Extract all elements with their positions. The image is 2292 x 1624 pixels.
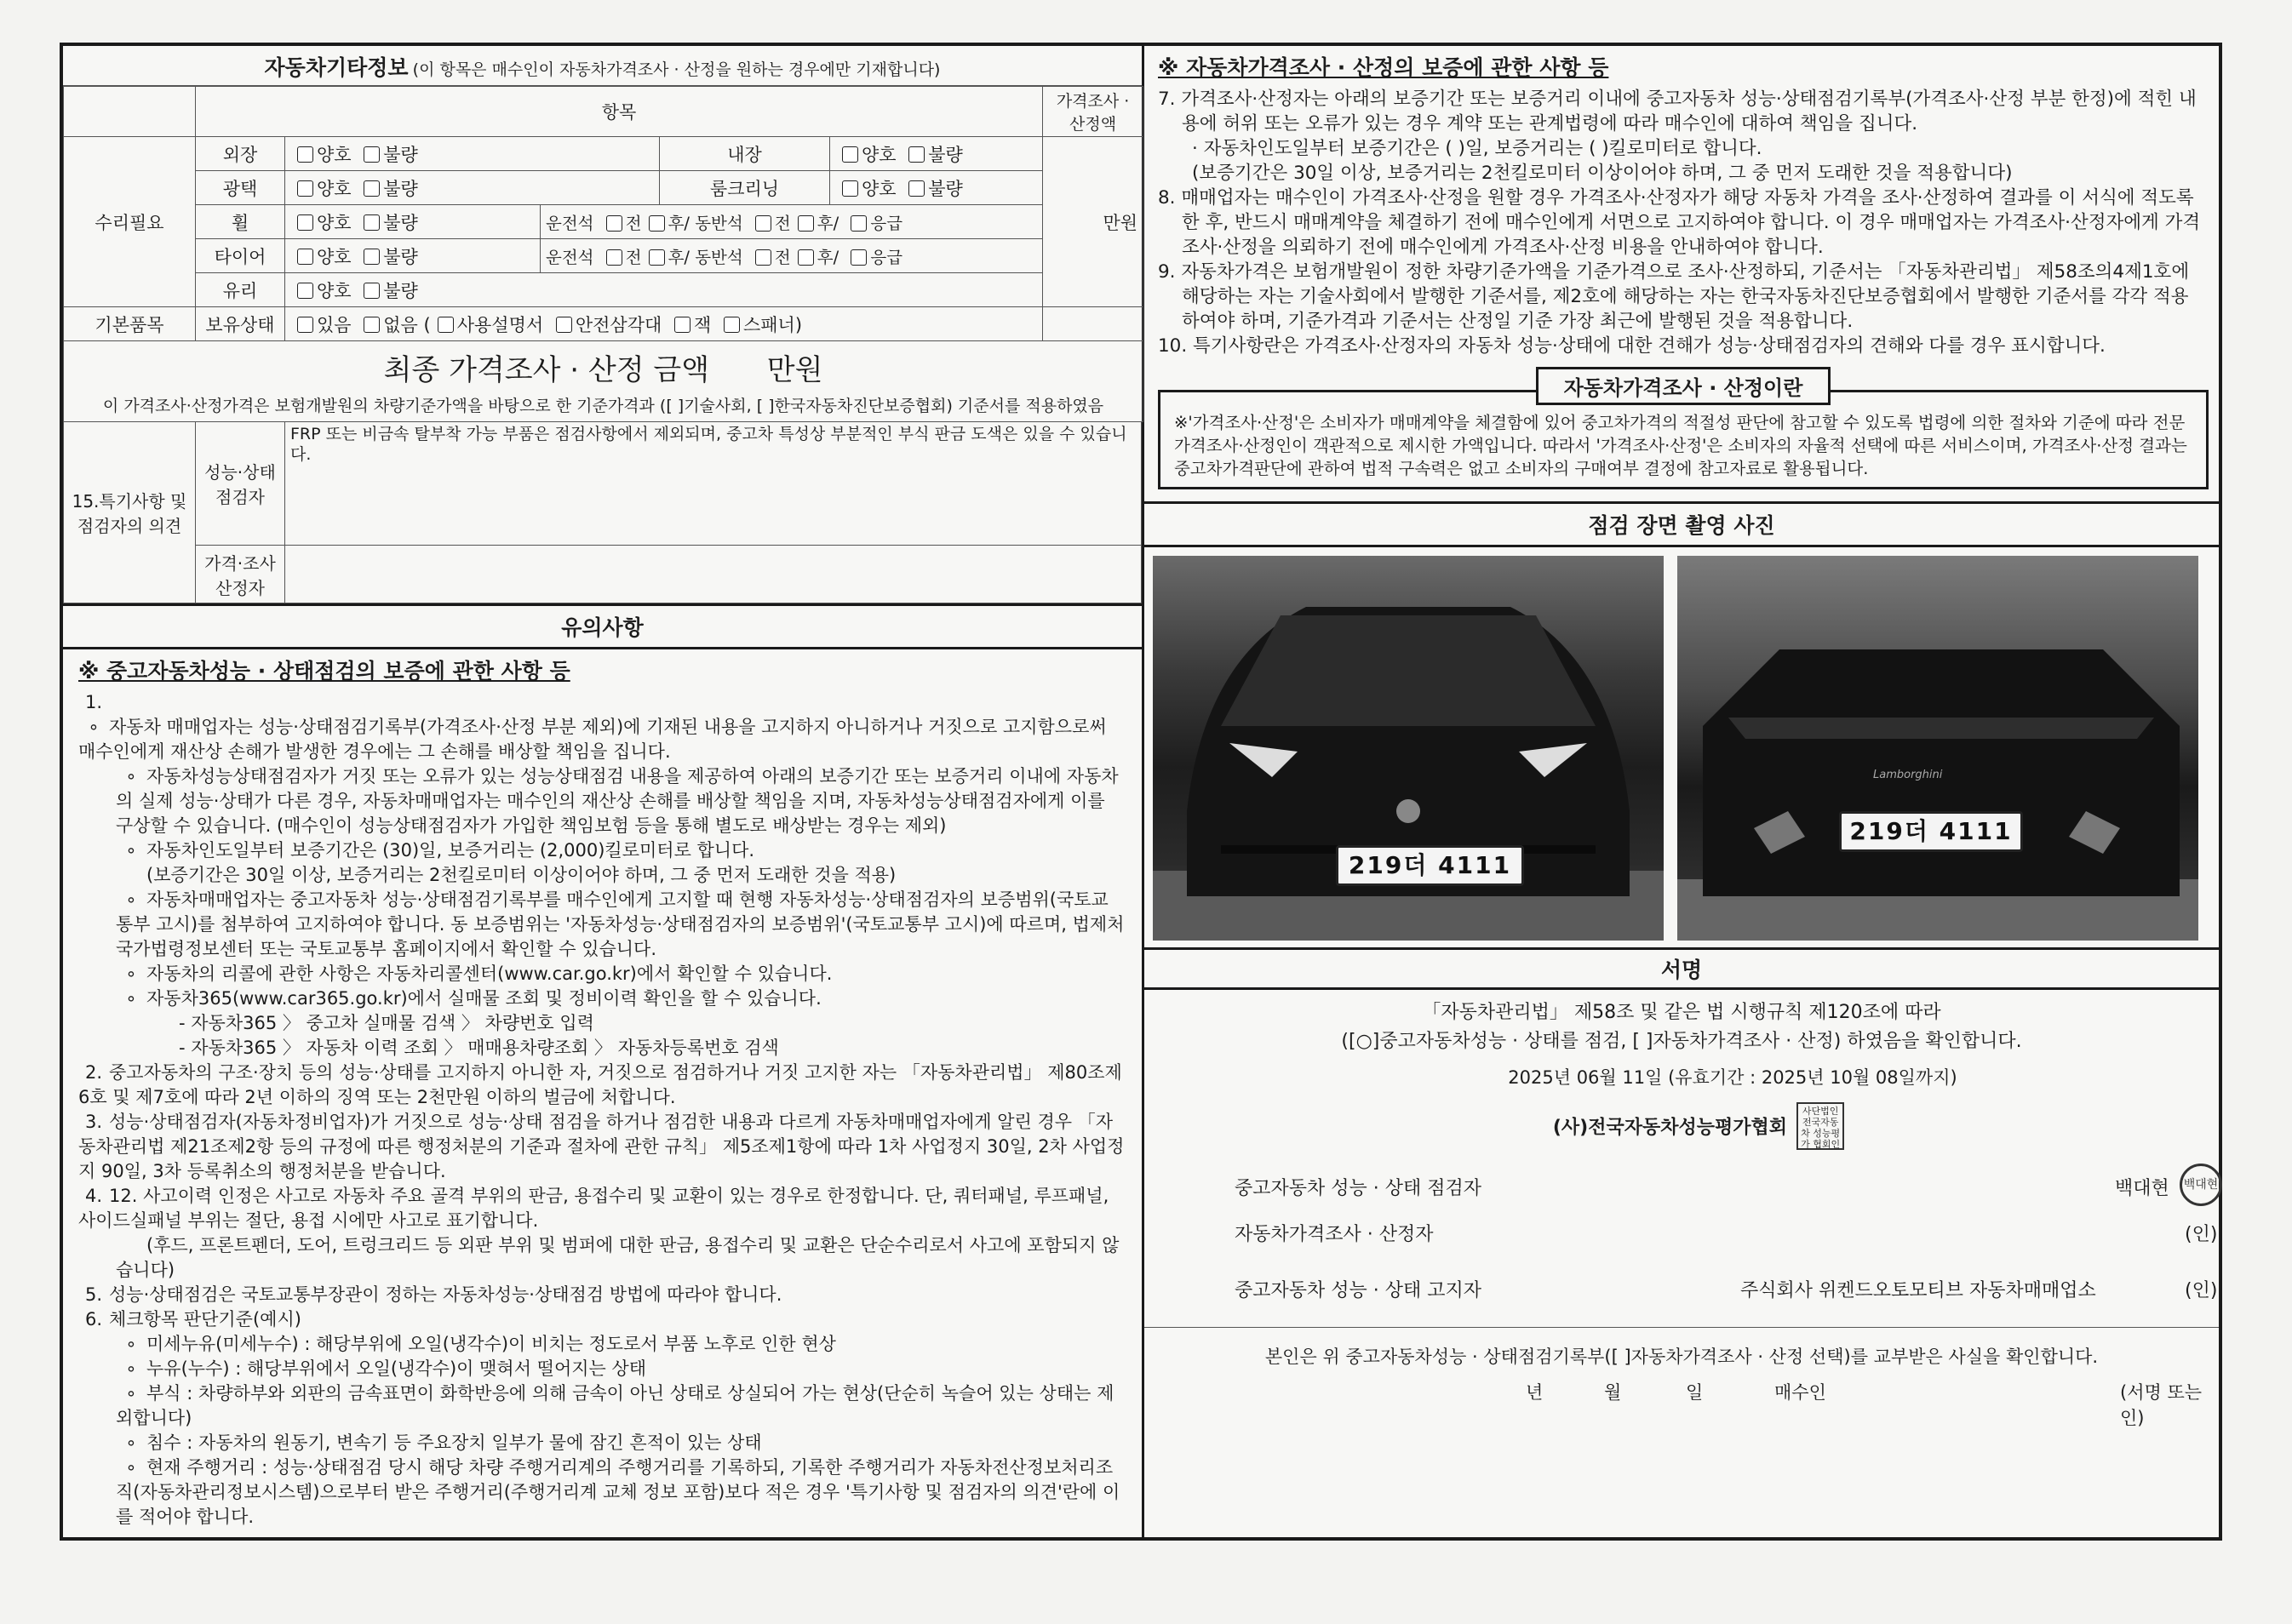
guarantee-item-9: 9. 자동차가격은 보험개발원이 정한 차량기준가액을 기준가격으로 조사·산정하되, 기준서는 「자동차관리법」 제58조의4제1호에 해당하는 자는 기술사회에서 발행한 기준서를, 제2호에 해당하는 자는 한국자동차진단보증협회에서 발행한 기준서를 각각 적용하여야 하며, 기준가격과 기준서는 산정일 기준 가장 최근에 발행된 것을 적용합니다. [1158, 261, 2190, 332]
photos-title: 점검 장면 촬영 사진 [1144, 504, 2219, 547]
room-cleaning-label: 룸크리닝 [660, 171, 830, 205]
photos-area [1144, 547, 2219, 947]
notes-item [78, 888, 1125, 962]
rear-label: 후 [668, 247, 685, 267]
interior-label: 내장 [660, 137, 830, 171]
special-notes-table [63, 421, 1142, 603]
gloss-bad-checkbox[interactable] [364, 180, 380, 197]
exterior-good-checkbox[interactable] [297, 146, 313, 163]
price-opinion-label: 가격·조사 산정자 [196, 546, 285, 603]
signer-row-inspector [1144, 1158, 2219, 1211]
glass-options [285, 273, 1043, 307]
triangle-checkbox[interactable] [556, 317, 572, 333]
bad-label: 불량 [928, 144, 963, 165]
front-label: 전 [774, 213, 791, 233]
rear-photo [1677, 556, 2198, 941]
wheel-emergency-checkbox[interactable] [851, 215, 867, 232]
bad-label: 불량 [383, 246, 418, 267]
notes-item [78, 838, 1125, 863]
glass-bad-checkbox[interactable] [364, 283, 380, 299]
inspection-record-sheet [60, 43, 2222, 1541]
notes-item-marker: 4. [84, 1186, 103, 1206]
bad-label: 불량 [383, 178, 418, 199]
price-assessor-seal-mark: (인) [2185, 1224, 2218, 1245]
notes-item-text: (후드, 프론트펜더, 도어, 트렁크리드 등 외판 부위 및 범퍼에 대한 판금, 용접수리 및 교환은 단순수리로서 사고에 포함되지 않습니다) [116, 1235, 1120, 1280]
special-notes-label: 15.특기사항 및 점검자의 의견 [64, 422, 196, 603]
manual-checkbox[interactable] [438, 317, 454, 333]
notes-item-text: 현재 주행거리 : 성능·상태점검 당시 해당 차량 주행거리계의 주행거리를 기록하되, 기록한 주행거리가 자동차전산정보처리조직(자동차관리정보시스템)으로부터 받은 주행거리(주행거리계 교체 정보 포함)보다 적은 경우 '특기사항 및 점검자의 의견'란에 이를 적어야 합니다. [116, 1457, 1120, 1527]
inspector-opinion-label: 성능·상태 점검자 [196, 422, 285, 546]
notes-item-marker: ∘ [125, 1383, 137, 1404]
notifier-label: 중고자동차 성능 · 상태 고지자 [1235, 1280, 1481, 1301]
notes-item-marker: 1. ∘ [84, 692, 103, 737]
notifier-name: 주식회사 위켄드오토모티브 자동차매매업소 [1740, 1280, 2096, 1301]
passenger-seat-label: 동반석 [695, 247, 743, 267]
notes-item-text: 미세누유(미세누수) : 해당부위에 오일(냉각수)이 비치는 정도로서 부품 노후로 인한 현상 [146, 1334, 836, 1354]
price-assessor-label: 자동차가격조사 · 산정자 [1235, 1224, 1434, 1245]
notes-item-marker: 6. [84, 1309, 103, 1330]
notes-item [78, 1011, 1125, 1036]
spanner-label: 스패너 [742, 314, 795, 335]
wheel-label: 휠 [196, 205, 285, 239]
notes-item-text: 자동차의 리콜에 관한 사항은 자동차리콜센터(www.car.go.kr)에서 확인할 수 있습니다. [146, 964, 833, 984]
notes-item-marker: ∘ [125, 889, 137, 910]
bad-label: 불량 [383, 144, 418, 165]
notes-item-marker: ∘ [125, 988, 137, 1009]
glass-label: 유리 [196, 273, 285, 307]
notes-item [78, 1061, 1125, 1110]
rear-label: 후 [817, 213, 834, 233]
notes-item-marker: 2. [84, 1062, 103, 1083]
notes-item [78, 1184, 1125, 1233]
interior-bad-checkbox[interactable] [908, 146, 925, 163]
wheel-position-options: 운전석 전 후/ 동반석 전 후/ 응급 [541, 205, 1043, 239]
notes-title: 유의사항 [63, 606, 1142, 649]
notifier-seal-mark: (인) [2185, 1280, 2218, 1301]
jack-label: 잭 [693, 314, 712, 335]
guarantee-item-7-period: · 자동차인도일부터 보증기간은 ( )일, 보증거리는 ( )킬로미터로 합니다. [1192, 138, 1762, 159]
tire-driver-front-checkbox[interactable] [606, 249, 622, 266]
notes-item-text: 체크항목 판단기준(예시) [109, 1309, 301, 1330]
photos-section [1144, 501, 2219, 947]
guarantee-title: ※ 자동차가격조사 · 산정의 보증에 관한 사항 등 [1158, 55, 1609, 80]
notes-item-marker: 5. [84, 1284, 103, 1305]
bad-label: 불량 [928, 178, 963, 199]
notes-item-text: 자동차매매업자는 중고자동차 성능·상태점검기록부를 매수인에게 고지할 때 현행 자동차성능·상태점검자의 보증범위(국토교통부 고시)를 첨부하여 고지하여야 합니다. 동 보증범위는 '자동차성능·상태점검자의 보증범위'(국토교통부 고시)에 따르며, 법제처 국가법령정보센터 또는 국토교통부 홈페이지에서 확인할 수 있습니다. [116, 889, 1125, 959]
notes-item-text: 자동차365(www.car365.go.kr)에서 실매물 조회 및 정비이력 확인을 할 수 있습니다. [146, 988, 822, 1009]
inspector-opinion-text[interactable]: FRP 또는 비금속 탈부착 가능 부품은 점검사항에서 제외되며, 중고차 특성상 부분적인 부식 판금 도색은 있을 수 있습니다. [285, 422, 1142, 546]
none-checkbox[interactable] [364, 317, 380, 333]
tire-position-options: 운전석 전 후/ 동반석 전 후/ 응급 [541, 239, 1043, 273]
notes-item [78, 690, 1125, 764]
good-label: 양호 [317, 212, 352, 233]
tire-passenger-front-checkbox[interactable] [755, 249, 771, 266]
wheel-bad-checkbox[interactable] [364, 214, 380, 231]
have-checkbox[interactable] [297, 317, 313, 333]
room-cleaning-good-checkbox[interactable] [842, 180, 858, 197]
receipt-text: 본인은 위 중고자동차성능 · 상태점검기록부([ ]자동차가격조사 · 산정 선택)를 교부받은 사실을 확인합니다. [1264, 1347, 2099, 1367]
notes-item [78, 1357, 1125, 1381]
have-label: 있음 [317, 314, 352, 335]
tire-bad-checkbox[interactable] [364, 249, 380, 265]
buyer-sign-mark[interactable]: (서명 또는 인) [2120, 1382, 2203, 1428]
good-label: 양호 [317, 280, 352, 301]
notes-item-marker: ∘ [125, 766, 137, 786]
signature-line1: 「자동차관리법」 제58조 및 같은 법 시행규칙 제120조에 따라 [1422, 1002, 1941, 1023]
driver-seat-label: 운전석 [546, 213, 594, 233]
passenger-seat-label: 동반석 [695, 213, 743, 233]
year-label: 년 [1526, 1382, 1544, 1403]
day-label: 일 [1686, 1382, 1704, 1403]
col-item-header: 항목 [196, 87, 1043, 137]
final-amount-row [67, 346, 1139, 388]
notes-item-text: 중고자동차의 구조·장치 등의 성능·상태를 고지하지 아니한 자, 거짓으로 점검하거나 거짓 고지한 자는 「자동차관리법」 제80조제6호 및 제7호에 따라 2년 이하의 징역 또는 2천만원 이하의 벌금에 처합니다. [78, 1062, 1122, 1107]
wheel-good-checkbox[interactable] [297, 214, 313, 231]
right-column [1144, 46, 2219, 1537]
rear-license-plate: 219더 4111 [1839, 811, 2023, 852]
tire-options [285, 239, 541, 273]
notes-item [78, 863, 1125, 888]
association-row [1144, 1102, 2219, 1150]
signer-row-price [1144, 1211, 2219, 1267]
glass-good-checkbox[interactable] [297, 283, 313, 299]
notes-item [78, 986, 1125, 1011]
notes-item [78, 1233, 1125, 1283]
notes-item [78, 962, 1125, 986]
gloss-label: 광택 [196, 171, 285, 205]
month-label: 월 [1604, 1382, 1622, 1403]
good-label: 양호 [862, 178, 897, 199]
price-opinion-text[interactable] [285, 546, 1142, 603]
bad-label: 불량 [383, 212, 418, 233]
interior-good-checkbox[interactable] [842, 146, 858, 163]
col-price-header: 가격조사 · 산정액 [1043, 87, 1143, 137]
notes-item-marker: 3. [84, 1112, 103, 1132]
emergency-label: 응급 [870, 213, 903, 233]
wheel-options [285, 205, 541, 239]
front-license-plate: 219더 4111 [1336, 845, 1524, 886]
other-info-header [63, 46, 1142, 86]
inspector-seal: 백대현 [2180, 1164, 2222, 1206]
wheel-passenger-rear-checkbox[interactable] [798, 215, 814, 232]
notes-list [63, 690, 1142, 1530]
notes-item-text: 자동차인도일부터 보증기간은 (30)일, 보증거리는 (2,000)킬로미터로 합니다. [146, 840, 755, 861]
front-label: 전 [625, 247, 642, 267]
inspector-label: 중고자동차 성능 · 상태 점검자 [1235, 1178, 1481, 1199]
possession-label: 보유상태 [196, 307, 285, 341]
good-label: 양호 [862, 144, 897, 165]
spanner-checkbox[interactable] [724, 317, 740, 333]
room-cleaning-options [830, 171, 1043, 205]
exterior-options [285, 137, 660, 171]
signature-date: 2025년 06월 11일 (유효기간 : 2025년 10월 08일까지) [1508, 1067, 1957, 1088]
notes-item [78, 1110, 1125, 1184]
basic-items-options: 있음 없음 ( 사용설명서 안전삼각대 잭 스패너) [285, 307, 1043, 341]
rear-car-image [1677, 556, 2198, 941]
none-label: 없음 [383, 314, 418, 335]
good-label: 양호 [317, 246, 352, 267]
tire-emergency-checkbox[interactable] [851, 249, 867, 266]
notes-item-text: 12. 사고이력 인정은 사고로 자동차 주요 골격 부위의 판금, 용접수리 및 교환이 있는 경우로 한정합니다. 단, 쿼터패널, 루프패널, 사이드실패널 부위는 절단, 용접 시에만 사고로 표기합니다. [78, 1186, 1109, 1231]
notes-item-text: 누유(누수) : 해당부위에서 오일(냉각수)이 맺혀서 떨어지는 상태 [146, 1358, 647, 1379]
definition-box [1158, 367, 2209, 489]
notes-item-marker: ∘ [125, 964, 137, 984]
room-cleaning-bad-checkbox[interactable] [908, 180, 925, 197]
definition-title: 자동차가격조사 · 산정이란 [1536, 367, 1831, 405]
notes-item [78, 1307, 1125, 1332]
guarantee-section [1144, 46, 2219, 358]
repair-price-unit: 만원 [1043, 137, 1143, 307]
notes-item [78, 1036, 1125, 1061]
signature-line2: ([○]중고자동차성능 · 상태를 점검, [ ]자동차가격조사 · 산정) 하였음을 확인합니다. [1341, 1031, 2022, 1052]
wheel-driver-rear-checkbox[interactable] [649, 215, 665, 232]
gloss-good-checkbox[interactable] [297, 180, 313, 197]
tire-passenger-rear-checkbox[interactable] [798, 249, 814, 266]
guarantee-item-7-note: (보증기간은 30일 이상, 보증거리는 2천킬로미터 이상이어야 하며, 그 중 먼저 도래한 것을 적용합니다) [1192, 163, 2013, 184]
other-info-title: 자동차기타정보 [264, 55, 409, 80]
definition-title-wrap [1158, 367, 2209, 405]
notes-item-marker: ∘ [125, 1432, 137, 1453]
good-label: 양호 [317, 178, 352, 199]
definition-text: ※'가격조사·산정'은 소비자가 매매계약을 체결함에 있어 중고차가격의 적절성 판단에 참고할 수 있도록 법령에 의한 절차와 기준에 따라 전문가격조사·산정인이 객관적으로 제시한 가액입니다. 따라서 '가격조사·산정'은 소비자의 자율적 선택에 따른 서비스이며, 가격조사·산정 결과는 중고차가격판단에 관하여 법적 구속력은 없고 소비자의 구매여부 결정에 참고자료로 활용됩니다. [1158, 390, 2209, 489]
rear-label: 후 [668, 213, 685, 233]
tire-label: 타이어 [196, 239, 285, 273]
signature-section [1144, 947, 2219, 1428]
notes-item-marker: ∘ [125, 1457, 137, 1478]
association-seal: 사단법인 전국자동차 성능평가 협회인 [1796, 1102, 1844, 1150]
tire-good-checkbox[interactable] [297, 249, 313, 265]
good-label: 양호 [317, 144, 352, 165]
interior-options [830, 137, 1043, 171]
tire-driver-rear-checkbox[interactable] [649, 249, 665, 266]
notes-item-text: - 자동차365 〉 중고차 실매물 검색 〉 차량번호 입력 [179, 1013, 594, 1033]
notes-item-text: 성능·상태점검은 국토교통부장관이 정하는 자동차성능·상태점검 방법에 따라야 합니다. [109, 1284, 782, 1305]
rear-label: 후 [817, 247, 834, 267]
final-amount-cell [64, 341, 1143, 422]
final-amount-note: 이 가격조사·산정가격은 보험개발원의 차량기준가액을 바탕으로 한 기준가격과 ([ ]기술사회, [ ]한국자동차진단보증협회) 기준서를 적용하였음 [102, 397, 1104, 415]
signature-title: 서명 [1144, 950, 2219, 990]
front-label: 전 [625, 213, 642, 233]
guarantee-item-7: 7. 가격조사·산정자는 아래의 보증기간 또는 보증거리 이내에 중고자동차 성능·상태점검기록부(가격조사·산정 부분 한정)에 적힌 내용에 허위 또는 오류가 있는 경우 계약 또는 관계법령에 따라 매수인에 대하여 책임을 집니다. [1158, 89, 2197, 134]
buyer-label: 매수인 [1774, 1382, 1826, 1403]
wheel-passenger-front-checkbox[interactable] [755, 215, 771, 232]
wheel-driver-front-checkbox[interactable] [606, 215, 622, 232]
notes-item [78, 1332, 1125, 1357]
guarantee-item-8: 8. 매매업자는 매수인이 가격조사·산정을 원할 경우 가격조사·산정자가 해당 자동차 가격을 조사·산정하여 결과를 이 서식에 적도록 한 후, 반드시 매매계약을 체결하기 전에 매수인에게 서면으로 고지하여야 합니다. 이 경우 매매업자는 가격조사·산정자에게 가격조사·산정을 의뢰하기 전에 매수인에게 가격조사·산정 비용을 안내하여야 합니다. [1158, 187, 2201, 258]
notes-item-text: 성능·상태점검자(자동차정비업자)가 거짓으로 성능·상태 점검을 하거나 점검한 내용과 다르게 자동차매매업자에게 알린 경우 「자동차관리법 제21조제2항 등의 규정에 따른 행정처분의 기준과 절차에 관한 규칙」 제5조제1항에 따라 1차 사업정지 30일, 2차 사업정지 90일, 3차 등록취소의 행정처분을 받습니다. [78, 1112, 1125, 1181]
notes-item-marker: ∘ [125, 1358, 137, 1379]
final-amount-title: 최종 가격조사 · 산정 금액 [383, 353, 710, 387]
basic-items-price-cell [1043, 307, 1143, 341]
exterior-label: 외장 [196, 137, 285, 171]
signer-row-notifier [1144, 1267, 2219, 1328]
exterior-bad-checkbox[interactable] [364, 146, 380, 163]
receipt-sign-row [1144, 1374, 2219, 1428]
jack-checkbox[interactable] [674, 317, 690, 333]
driver-seat-label: 운전석 [546, 247, 594, 267]
emergency-label: 응급 [870, 247, 903, 267]
notes-item-text: - 자동차365 〉 자동차 이력 조회 〉 매매용차량조회 〉 자동차등록번호 검색 [179, 1038, 779, 1058]
final-amount-unit: 만원 [766, 353, 823, 387]
inspector-name: 백대현 [2115, 1178, 2169, 1199]
notes-item-text: (보증기간은 30일 이상, 보증거리는 2천킬로미터 이상이어야 하며, 그 중 먼저 도래한 것을 적용) [146, 865, 897, 885]
notes-item-text: 자동차성능상태점검자가 거짓 또는 오류가 있는 성능상태점검 내용을 제공하여 아래의 보증기간 또는 보증거리 이내에 자동차의 실제 성능·상태가 다른 경우, 자동차매매업자는 매수인의 재산상 손해를 배상할 책임을 지며, 자동차성능상태점검자에게 이를 구상할 수 있습니다. (매수인이 성능상태점검자가 가입한 책임보험 등을 통해 별도로 배상받는 경우는 제외) [116, 766, 1119, 836]
front-photo [1153, 556, 1664, 941]
guarantee-item-10: 10. 특기사항란은 가격조사·산정자의 자동차 성능·상태에 대한 견해가 성능·상태점검자의 견해와 다를 경우 표시합니다. [1158, 335, 2106, 357]
notes-item [78, 1381, 1125, 1431]
notes-item [78, 1455, 1125, 1530]
notes-item-text: 자동차 매매업자는 성능·상태점검기록부(가격조사·산정 부분 제외)에 기재된 내용을 고지하지 아니하거나 거짓으로 고지함으로써 매수인에게 재산상 손해가 발생한 경우에는 그 손해를 배상할 책임을 집니다. [78, 717, 1107, 762]
notes-item-text: 침수 : 자동차의 원동기, 변속기 등 주요장치 일부가 물에 잠긴 흔적이 있는 상태 [146, 1432, 762, 1453]
left-column [63, 46, 1144, 1537]
notes-item-marker: ∘ [125, 840, 137, 861]
notes-item [78, 1431, 1125, 1455]
basic-items-label: 기본품목 [64, 307, 196, 341]
triangle-label: 안전삼각대 [575, 314, 662, 335]
association-name: (사)전국자동차성능평가협회 [1552, 1117, 1788, 1139]
front-label: 전 [774, 247, 791, 267]
notes-item [78, 764, 1125, 838]
rear-badge: Lamborghini [1873, 769, 1943, 781]
repair-group-label: 수리필요 [64, 137, 196, 307]
other-info-table [63, 86, 1143, 422]
notes-item-text: 부식 : 차량하부와 외판의 금속표면이 화학반응에 의해 금속이 아닌 상태로 상실되어 가는 현상(단순히 녹슬어 있는 상태는 제외합니다) [116, 1383, 1114, 1428]
blank-header-cell [64, 87, 196, 137]
notes-item-marker: ∘ [125, 1334, 137, 1354]
bad-label: 불량 [383, 280, 418, 301]
other-info-note: (이 항목은 매수인이 자동차가격조사 · 산정을 원하는 경우에만 기재합니다) [412, 60, 941, 79]
notes-section [63, 603, 1142, 1530]
manual-label: 사용설명서 [456, 314, 544, 335]
notes-subtitle: ※ 중고자동차성능 · 상태점검의 보증에 관한 사항 등 [78, 659, 570, 683]
notes-item [78, 1283, 1125, 1307]
gloss-options [285, 171, 660, 205]
